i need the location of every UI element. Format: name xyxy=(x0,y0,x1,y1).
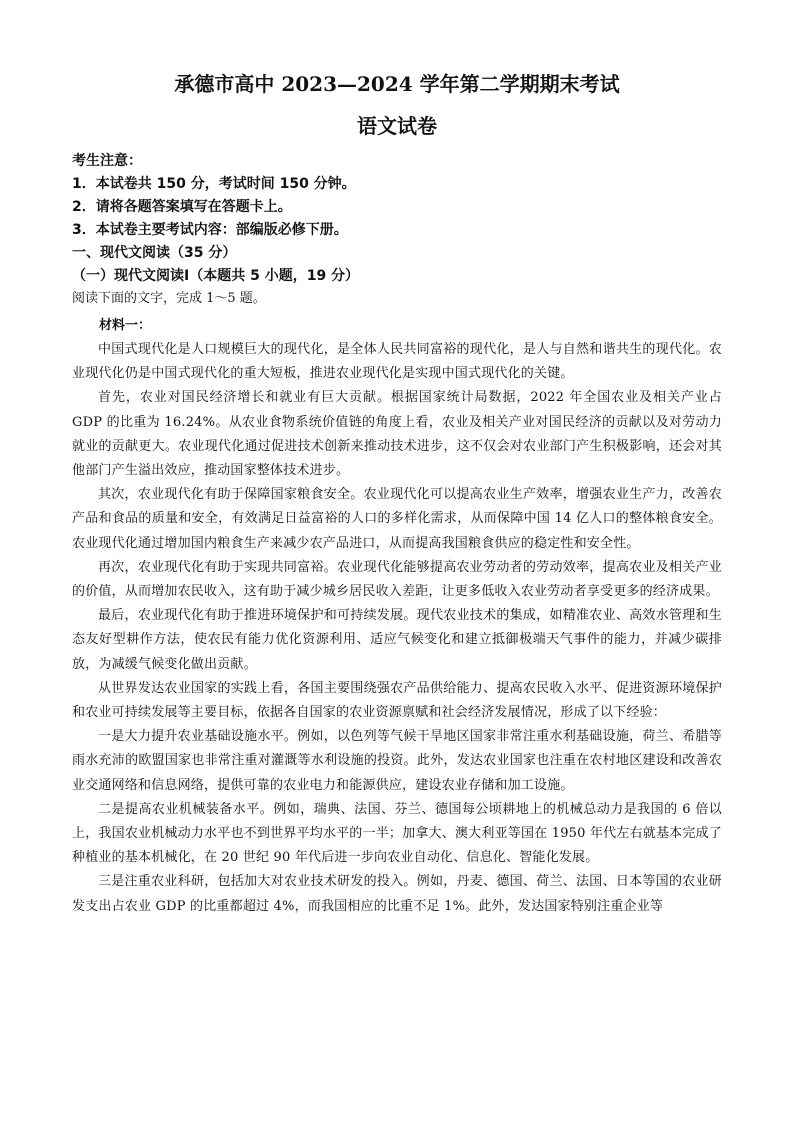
reading-instruction: 阅读下面的文字，完成 1～5 题。 xyxy=(72,291,266,306)
subsection-heading: （一）现代文阅读Ⅰ（本题共 5 小题，19 分） xyxy=(72,268,360,284)
passage-paragraph: 中国式现代化是人口规模巨大的现代化，是全体人民共同富裕的现代化，是人与自然和谐共生的现代化。农业现代化仍是中国式现代化的重大短板，推进农业现代化是实现中国式现代化的关键。 xyxy=(72,342,722,382)
notice-heading: 考生注意： xyxy=(72,153,142,169)
notice-item: 3．本试卷主要考试内容：部编版必修下册。 xyxy=(72,222,348,238)
exam-title: 承德市高中 2023—2024 学年第二学期期末考试 xyxy=(174,72,620,96)
exam-subtitle: 语文试卷 xyxy=(357,114,437,138)
candidate-notice xyxy=(72,150,722,242)
section-heading: 一、现代文阅读（35 分） xyxy=(72,245,237,261)
passage-paragraph: 三是注重农业科研，包括加大对农业技术研发的投入。例如，丹麦、德国、荷兰、法国、日本等国的农业研发支出占农业 GDP 的比重都超过 4%，而我国相应的比重不足 1%。此外，发达国家特别注重企业等 xyxy=(72,874,722,914)
passage-paragraph: 一是大力提升农业基础设施水平。例如，以色列等气候干旱地区国家非常注重水利基础设施，荷兰、希腊等雨水充沛的欧盟国家也非常注重对灌溉等水利设施的投资。此外，发达农业国家也注重在农村地区建设和改善农业交通网络和信息网络，提供可靠的农业电力和能源供应，建设农业存储和加工设施。 xyxy=(72,729,722,793)
notice-item: 1．本试卷共 150 分，考试时间 150 分钟。 xyxy=(72,176,356,192)
notice-item: 2．请将各题答案填写在答题卡上。 xyxy=(72,199,292,215)
passage-paragraph: 最后，农业现代化有助于推进环境保护和可持续发展。现代农业技术的集成，如精准农业、高效水管理和生态友好型耕作方法，使农民有能力优化资源利用、适应气候变化和建立抵御极端天气事件的能力，并减少碳排放，为减缓气候变化做出贡献。 xyxy=(72,608,722,672)
passage-paragraph: 首先，农业对国民经济增长和就业有巨大贡献。根据国家统计局数据，2022 年全国农业及相关产业占 GDP 的比重为 16.24%。从农业食物系统价值链的角度上看，农业及相关产业对国民经济的贡献以及对劳动力就业的贡献更大。农业现代化通过促进技术创新来推动技术进步，这不仅会对农业部门产生积极影响，还会对其他部门产生溢出效应，推动国家整体技术进步。 xyxy=(72,390,722,479)
reading-section xyxy=(72,242,722,919)
passage-paragraph: 其次，农业现代化有助于保障国家粮食安全。农业现代化可以提高农业生产效率，增强农业生产力，改善农产品和食品的质量和安全，有效满足日益富裕的人口的多样化需求，从而保障中国 14 亿人口的整体粮食安全。农业现代化通过增加国内粮食生产来减少农产品进口，从而提高我国粮食供应的稳定性和安全性。 xyxy=(72,487,722,551)
passage-paragraph: 再次，农业现代化有助于实现共同富裕。农业现代化能够提高农业劳动者的劳动效率，提高农业及相关产业的价值，从而增加农民收入，这有助于减少城乡居民收入差距，让更多低收入农业劳动者享受更多的经济成果。 xyxy=(72,559,722,600)
passage-paragraph: 从世界发达农业国家的实践上看，各国主要围绕强农产品供给能力、提高农民收入水平、促进资源环境保护和农业可持续发展等主要目标，依据各自国家的农业资源禀赋和社会经济发展情况，形成了以下经验： xyxy=(72,680,722,721)
material-label: 材料一： xyxy=(99,318,152,333)
passage-paragraph: 二是提高农业机械装备水平。例如，瑞典、法国、芬兰、德国每公顷耕地上的机械总动力是我国的 6 倍以上，我国农业机械动力水平也不到世界平均水平的一半；加拿大、澳大利亚等国在 1950 年代左右就基本完成了种植业的基本机械化，在 20 世纪 90 年代后进一步向农业自动化、信息化、智能化发展。 xyxy=(72,801,722,866)
